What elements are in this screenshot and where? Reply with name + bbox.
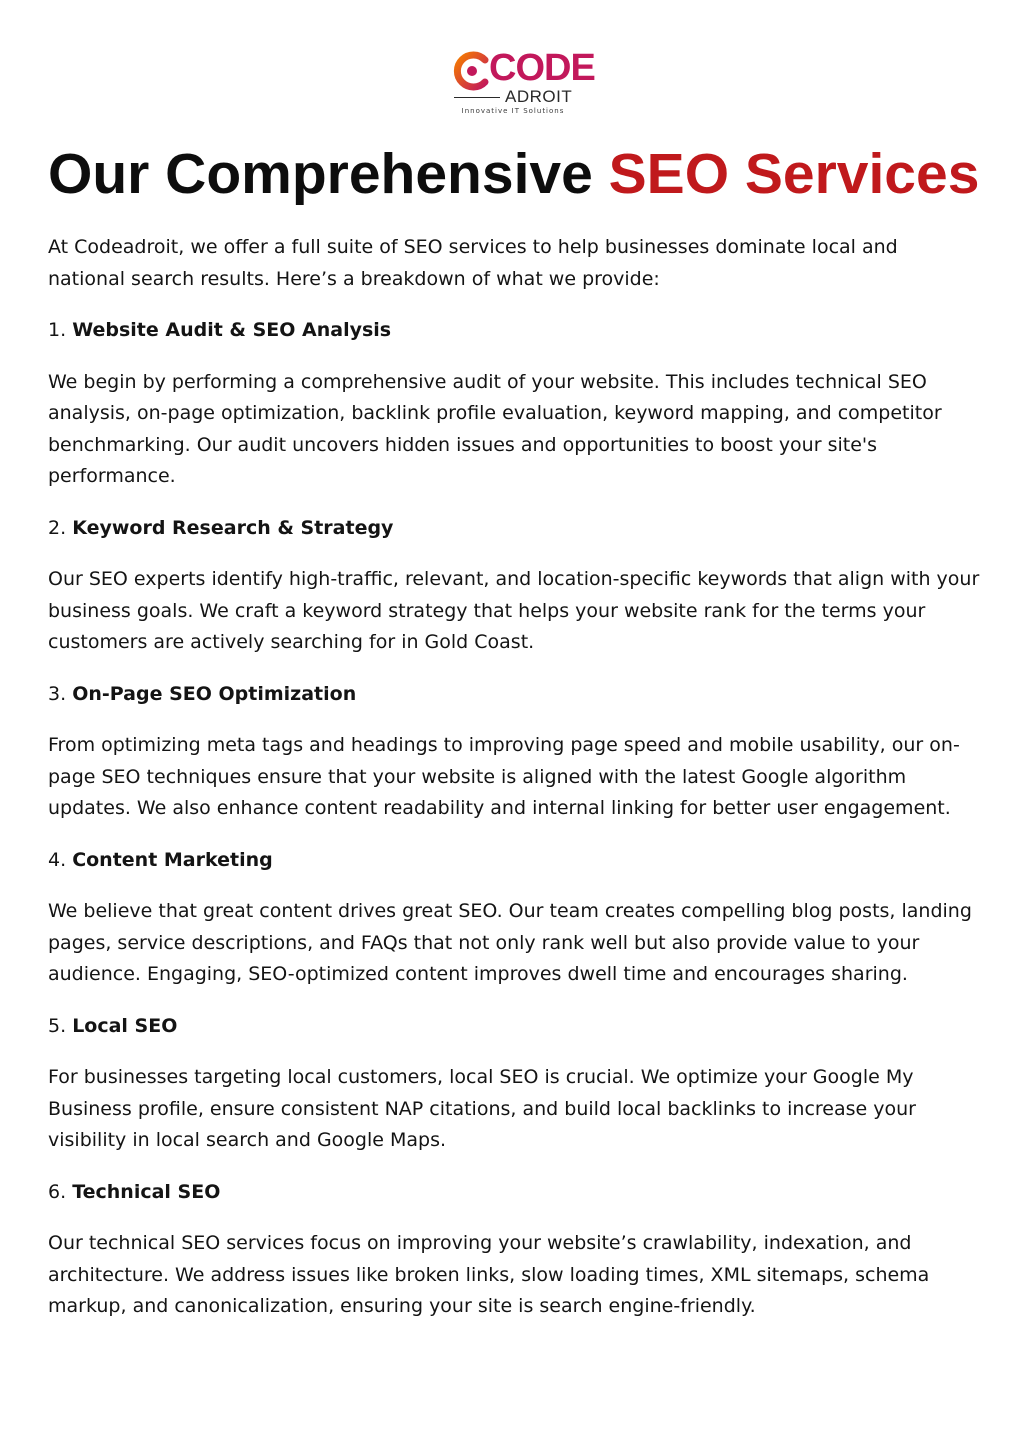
- page-title-main: Our Comprehensive: [48, 142, 593, 206]
- logo-divider: [454, 97, 500, 98]
- section-heading: [48, 1011, 980, 1043]
- logo-c-mark-icon: [451, 50, 493, 92]
- section-number: 3.: [48, 682, 67, 705]
- section-title: Keyword Research & Strategy: [72, 516, 394, 539]
- section-body: For businesses targeting local customers, local SEO is crucial. We optimize your Google My Business profile, ensure consistent NAP citations, and build local backlinks to increase your visibility in local search and Google Maps.: [48, 1066, 916, 1151]
- section-heading: [48, 1177, 980, 1209]
- page-title-accent: SEO Services: [608, 142, 980, 206]
- section-heading: [48, 315, 980, 347]
- section-body: Our SEO experts identify high-traffic, relevant, and location-specific keywords that align with your business goals. We craft a keyword strategy that helps your website rank for the terms your customers are actively searching for in Gold Coast.: [48, 568, 980, 653]
- section-title: Content Marketing: [72, 848, 273, 871]
- logo-adroit-text: ADROIT: [505, 87, 573, 106]
- section-heading: [48, 845, 980, 877]
- article-body: [48, 232, 980, 1343]
- intro-paragraph: At Codeadroit, we offer a full suite of SEO services to help businesses dominate local and national search results. Here’s a breakdown of what we provide:: [48, 236, 898, 290]
- section-number: 6.: [48, 1180, 67, 1203]
- brand-logo: [448, 46, 595, 118]
- section-title: On-Page SEO Optimization: [72, 682, 357, 705]
- section-body: From optimizing meta tags and headings to improving page speed and mobile usability, our on-page SEO techniques ensure that your website is aligned with the latest Google algorithm updates. We also enhance content readability and internal linking for better user engagement.: [48, 734, 960, 819]
- section-title: Website Audit & SEO Analysis: [72, 319, 392, 341]
- section-body: We believe that great content drives great SEO. Our team creates compelling blog posts, landing pages, service descriptions, and FAQs that not only rank well but also provide value to your audience. Engaging, SEO-optimized content improves dwell time and encourages sharing.: [48, 900, 972, 985]
- section-body: Our technical SEO services focus on improving your website’s crawlability, indexation, and architecture. We address issues like broken links, slow loading times, XML sitemaps, schema markup, and canonicalization, ensuring your site is search engine-friendly.: [48, 1232, 930, 1317]
- section-title: Local SEO: [72, 1014, 178, 1037]
- page-title: [48, 138, 979, 210]
- section-body: We begin by performing a comprehensive audit of your website. This includes technical SEO analysis, on-page optimization, backlink profile evaluation, keyword mapping, and competitor benchmarking. Our audit uncovers hidden issues and opportunities to boost your site's performance.: [48, 370, 942, 487]
- section-number: 4.: [48, 848, 67, 871]
- logo-code-text: CODE: [489, 47, 595, 89]
- section-title: Technical SEO: [72, 1180, 221, 1203]
- section-number: 5.: [48, 1014, 67, 1037]
- section-number: 2.: [48, 516, 67, 539]
- logo-tagline: Innovative IT Solutions: [461, 107, 565, 115]
- section-heading: [48, 679, 980, 711]
- section-heading: [48, 513, 980, 545]
- section-number: 1.: [48, 319, 67, 341]
